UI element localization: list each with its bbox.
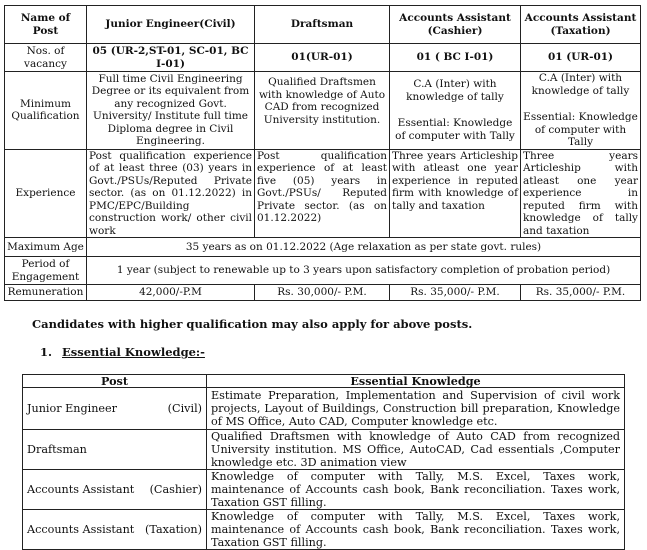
table-row (23, 388, 625, 430)
essential-knowledge-table (22, 374, 625, 550)
qualification-je: Full time Civil Engineering Degree or its equivalent from any recognized Govt. University/ Institute full time Diploma degree in Civil Engineering. (87, 72, 255, 150)
post-sub (139, 430, 207, 470)
header-essential-knowledge: Essential Knowledge (207, 375, 625, 388)
header-junior-engineer: Junior Engineer(Civil) (87, 6, 255, 44)
table-row (23, 470, 625, 510)
knowledge-text: Knowledge of computer with Tally, M.S. Excel, Taxes work, maintenance of Accounts cash book, Bank reconciliation. Taxes work, Taxation GST filling. (207, 510, 625, 550)
qualification-taxation (521, 72, 641, 150)
qualification-draftsman: Qualified Draftsmen with knowledge of Auto CAD from recognized University institution. (255, 72, 390, 150)
post-sub: (Taxation) (139, 510, 207, 550)
vacancy-cashier: 01 ( BC I-01) (390, 44, 521, 72)
experience-je: Post qualification experience of at least three (03) years in Govt./PSUs/Reputed Private sector. (as on 01.12.2022) in PMC/EPC/Building construction work/ other civil work (87, 149, 255, 238)
qualification-cashier (390, 72, 521, 150)
post-name: Draftsman (23, 430, 139, 470)
remuneration-draftsman: Rs. 30,000/- P.M. (255, 285, 390, 301)
section-heading (40, 345, 205, 359)
experience-label: Experience (5, 149, 87, 238)
remuneration-label: Remuneration (5, 285, 87, 301)
post-name: Accounts Assistant (23, 510, 139, 550)
header-accounts-cashier: Accounts Assistant (Cashier) (390, 6, 521, 44)
experience-draftsman: Post qualification experience of at least five (05) years in Govt./PSUs/ Reputed Private sector. (as on 01.12.2022) (255, 149, 390, 238)
knowledge-text: Qualified Draftsmen with knowledge of Auto CAD from recognized University institution. MS Office, AutoCAD, Cad essentials ,Computer knowledge etc. 3D animation view (207, 430, 625, 470)
post-sub: (Cashier) (139, 470, 207, 510)
qualification-label: Minimum Qualification (5, 72, 87, 150)
qualification-taxation-line2: Essential: Knowledge of computer with Tally (523, 111, 638, 148)
higher-qualification-note: Candidates with higher qualification may also apply for above posts. (32, 317, 473, 331)
qualification-cashier-line1: C.A (Inter) with knowledge of tally (406, 78, 504, 103)
vacancy-draftsman: 01(UR-01) (255, 44, 390, 72)
experience-taxation: Three years Articleship with atleast one year experience in reputed firm with knowledge of tally and taxation (521, 149, 641, 238)
experience-cashier: Three years Articleship with atleast one year experience in reputed firm with knowledge of tally and taxation (390, 149, 521, 238)
header-draftsman: Draftsman (255, 6, 390, 44)
vacancy-taxation: 01 (UR-01) (521, 44, 641, 72)
section-title: Essential Knowledge:- (62, 345, 205, 359)
remuneration-cashier: Rs. 35,000/- P.M. (390, 285, 521, 301)
remuneration-je: 42,000/-P.M (87, 285, 255, 301)
engagement-value: 1 year (subject to renewable up to 3 years upon satisfactory completion of probation period) (87, 257, 641, 285)
section-number: 1. (40, 345, 53, 359)
table-row (23, 510, 625, 550)
header-name-of-post: Name of Post (5, 6, 87, 44)
post-name: Accounts Assistant (23, 470, 139, 510)
header-accounts-taxation: Accounts Assistant (Taxation) (521, 6, 641, 44)
vacancy-table (4, 5, 641, 301)
vacancy-label: Nos. of vacancy (5, 44, 87, 72)
vacancy-je: 05 (UR-2,ST-01, SC-01, BC I-01) (87, 44, 255, 72)
header-post: Post (23, 375, 207, 388)
engagement-label: Period of Engagement (5, 257, 87, 285)
table-row (23, 430, 625, 470)
max-age-value: 35 years as on 01.12.2022 (Age relaxation as per state govt. rules) (87, 238, 641, 257)
post-name: Junior Engineer (23, 388, 139, 430)
knowledge-text: Knowledge of computer with Tally, M.S. Excel, Taxes work, maintenance of Accounts cash book, Bank reconciliation. Taxes work, Taxation GST filling. (207, 470, 625, 510)
qualification-taxation-line1: C.A (Inter) with knowledge of tally (531, 72, 630, 97)
remuneration-taxation: Rs. 35,000/- P.M. (521, 285, 641, 301)
knowledge-text: Estimate Preparation, Implementation and Supervision of civil work projects, Layout of Buildings, Construction bill preparation, Knowledge of MS Office, Auto CAD, Computer knowledge etc. (207, 388, 625, 430)
qualification-cashier-line2: Essential: Knowledge of computer with Tally (395, 117, 515, 142)
post-sub: (Civil) (139, 388, 207, 430)
max-age-label: Maximum Age (5, 238, 87, 257)
